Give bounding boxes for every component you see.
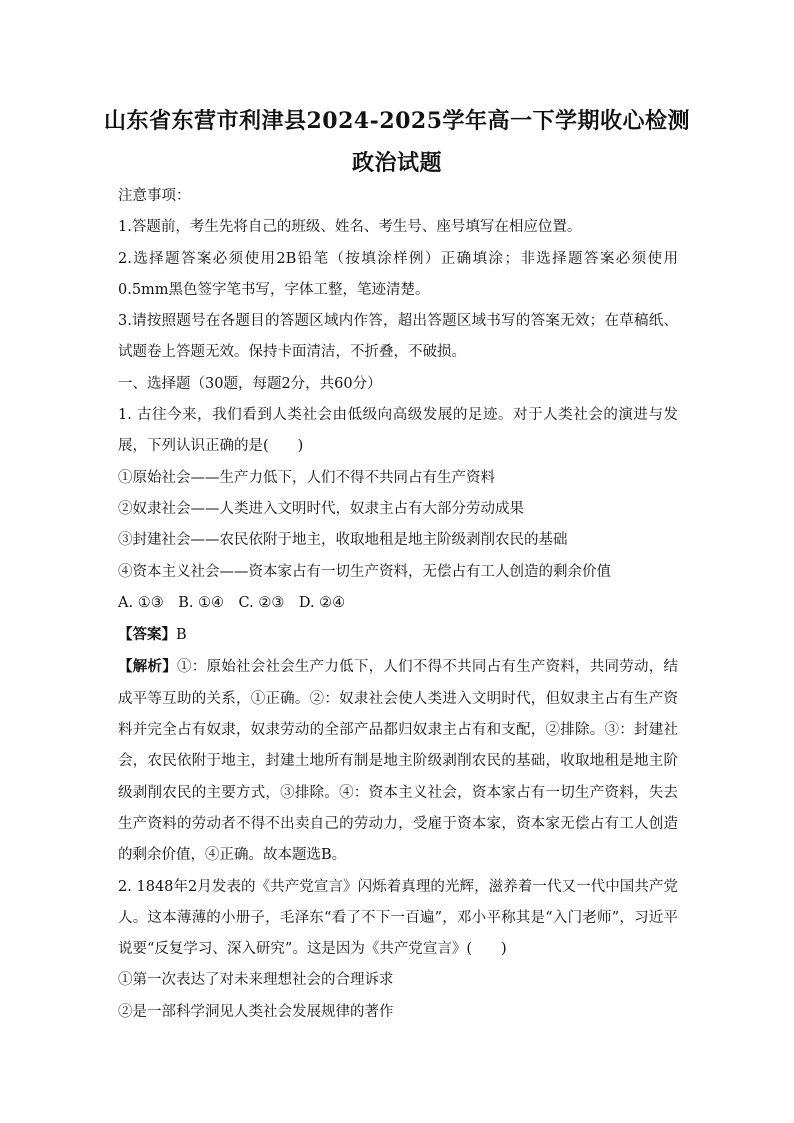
question-1-stem: 1. 古往今来，我们看到人类社会由低级向高级发展的足迹。对于人类社会的演进与发展，下列认识正确的是( ) — [118, 407, 678, 455]
answer-label: 【答案】 — [118, 626, 176, 644]
question-1-analysis — [118, 651, 678, 871]
question-2-stem: 2. 1848年2月发表的《共产党宣言》闪烁着真理的光辉，滋养着一代又一代中国共产党人。这本薄薄的小册子，毛泽东“看了不下一百遍”，邓小平称其是“入门老师”，习近平说要“反复学习、深入研究”。这是因为《共产党宣言》( ) — [118, 878, 678, 958]
notice-item-2: 2.选择题答案必须使用2B铅笔（按填涂样例）正确填涂；非选择题答案必须使用0.5mm黑色签字笔书写，字体工整，笔迹清楚。 — [118, 250, 678, 298]
exam-subject-title: 政治试题 — [351, 150, 442, 176]
notice-item-3: 3.请按照题号在各题目的答题区域内作答，超出答题区域书写的答案无效；在草稿纸、试题卷上答题无效。保持卡面清洁，不折叠，不破损。 — [118, 313, 678, 361]
question-1-choices: A. ①③ B. ①④ C. ②③ D. ②④ — [118, 594, 346, 611]
answer-value: B — [176, 627, 187, 644]
question-1-option-2: ②奴隶社会——人类进入文明时代，奴隶主占有大部分劳动成果 — [118, 500, 524, 517]
section-heading: 一、选择题（30题，每题2分，共60分） — [118, 375, 382, 392]
question-2-option-1: ①第一次表达了对未来理想社会的合理诉求 — [118, 972, 394, 989]
exam-title: 山东省东营市利津县2024-2025学年高一下学期收心检测 — [103, 108, 691, 134]
analysis-text: ①：原始社会社会生产力低下，人们不得不共同占有生产资料，共同劳动，结成平等互助的关系，①正确。②：奴隶社会使人类进入文明时代，但奴隶主占有生产资料并完全占有奴隶，奴隶劳动的全部产品都归奴隶主占有和支配，②排除。③：封建社会，农民依附于地主，封建土地所有制是地主阶级剥削农民的基础，收取地租是地主阶级剥削农民的主要方式，③排除。④：资本主义社会，资本家占有一切生产资料，失去生产资料的劳动者不得不出卖自己的劳动力，受雇于资本家，资本家无偿占有工人创造的剩余价值，④正确。故本题选B。 — [118, 659, 679, 864]
exam-body — [118, 181, 678, 1028]
notice-item-1: 1.答题前，考生先将自己的班级、姓名、考生号、座号填写在相应位置。 — [118, 219, 582, 236]
question-1-option-4: ④资本主义社会——资本家占有一切生产资料，无偿占有工人创造的剩余价值 — [118, 563, 611, 580]
question-2-option-2: ②是一部科学洞见人类社会发展规律的著作 — [118, 1003, 394, 1020]
analysis-label: 【解析】 — [118, 658, 177, 676]
question-1-option-3: ③封建社会——农民依附于地主，收取地租是地主阶级剥削农民的基础 — [118, 532, 568, 549]
question-1-option-1: ①原始社会——生产力低下，人们不得不共同占有生产资料 — [118, 469, 495, 486]
question-1-answer — [118, 619, 678, 651]
notice-heading: 注意事项： — [118, 188, 191, 204]
